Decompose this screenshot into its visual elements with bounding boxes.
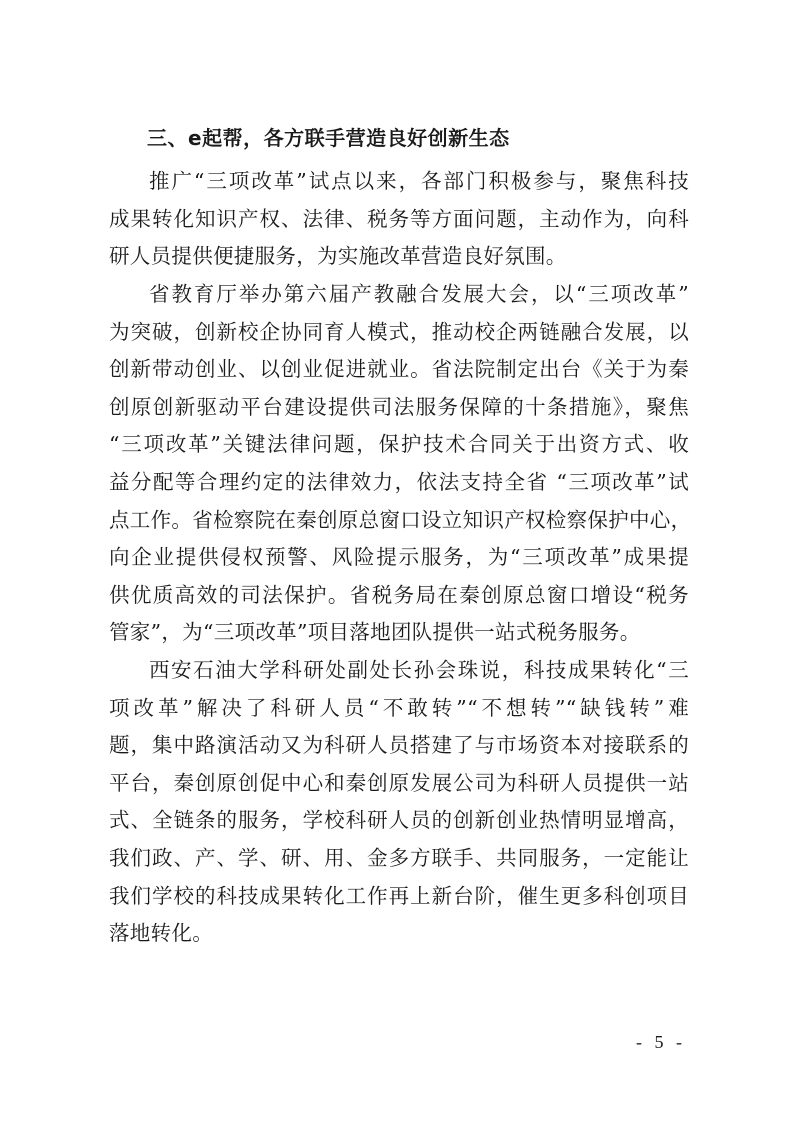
paragraph-1 — [109, 163, 689, 276]
paragraph-line: 落地转化。 — [109, 921, 213, 946]
paragraph-line: 向企业提供侵权预警、风险提示服务，为“三项改革”成果提 — [109, 545, 689, 570]
paragraph-line: 我们学校的科技成果转化工作再上新台阶，催生更多科创项目 — [109, 883, 689, 908]
paragraph-line: 成果转化知识产权、法律、税务等方面问题，主动作为，向科 — [109, 206, 689, 231]
page-number: - 5 - — [636, 1032, 686, 1052]
paragraph-line: 平台，秦创原创促中心和秦创原发展公司为科研人员提供一站 — [109, 770, 689, 795]
paragraph-line: 我们政、产、学、研、用、金多方联手、共同服务，一定能让 — [109, 845, 689, 870]
paragraph-line: 式、全链条的服务，学校科研人员的创新创业热情明显增高， — [109, 808, 689, 833]
paragraph-line: 益分配等合理约定的法律效力，依法支持全省 “三项改革”试 — [109, 469, 689, 494]
paragraph-line: 创新带动创业、以创业促进就业。省法院制定出台《关于为秦 — [109, 357, 689, 382]
paragraph-line: “三项改革”关键法律问题，保护技术合同关于出资方式、收 — [109, 432, 689, 457]
paragraph-2 — [109, 276, 692, 652]
paragraph-line: 点工作。省检察院在秦创原总窗口设立知识产权检察保护中心， — [109, 507, 692, 532]
section-heading: 三、e起帮，各方联手营造良好创新生态 — [147, 126, 510, 150]
paragraph-line: 管家”，为“三项改革”项目落地团队提供一站式税务服务。 — [109, 620, 641, 645]
paragraph-line: 供优质高效的司法保护。省税务局在秦创原总窗口增设“税务 — [109, 582, 689, 607]
paragraph-line: 题，集中路演活动又为科研人员搭建了与市场资本对接联系的 — [109, 733, 689, 758]
paragraph-line: 西安石油大学科研处副处长孙会珠说，科技成果转化“三 — [149, 658, 689, 682]
paragraph-3 — [109, 652, 689, 953]
paragraph-line: 创原创新驱动平台建设提供司法服务保障的十条措施》，聚焦 — [109, 394, 689, 419]
paragraph-line: 省教育厅举办第六届产教融合发展大会，以“三项改革” — [149, 282, 689, 306]
paragraph-line: 推广“三项改革”试点以来，各部门积极参与，聚焦科技 — [149, 169, 689, 193]
paragraph-line: 为突破，创新校企协同育人模式，推动校企两链融合发展，以 — [109, 319, 689, 344]
paragraph-line: 研人员提供便捷服务，为实施改革营造良好氛围。 — [109, 244, 567, 269]
paragraph-line: 项改革”解决了科研人员“不敢转”“不想转”“缺钱转”难 — [109, 695, 689, 720]
